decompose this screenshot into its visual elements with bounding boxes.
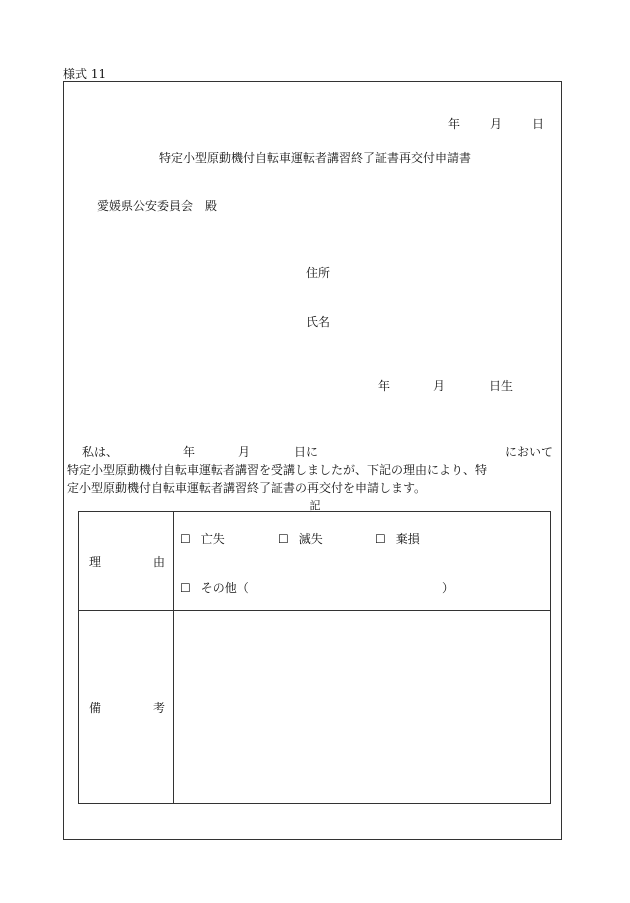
form-title: 特定小型原動機付自転車運転者講習終了証書再交付申請書 xyxy=(158,151,471,165)
remarks-header xyxy=(79,611,174,804)
checkbox-icon[interactable]: ☐ xyxy=(180,532,191,546)
statement-year-label: 年 xyxy=(183,445,196,459)
birth-day-label: 日生 xyxy=(489,379,514,393)
birth-year-label: 年 xyxy=(378,379,391,393)
statement-line-2: 特定小型原動機付自転車運転者講習を受講しましたが、下記の理由により、特 xyxy=(67,463,488,477)
reason-row xyxy=(79,512,551,611)
checkbox-icon[interactable]: ☐ xyxy=(180,581,191,595)
birth-month-label: 月 xyxy=(433,379,446,393)
statement-line-3: 定小型原動機付自転車運転者講習終了証書の再交付を申請します。 xyxy=(67,481,427,495)
name-label: 氏名 xyxy=(306,315,331,329)
remarks-label-left: 備 xyxy=(89,700,102,715)
reason-table xyxy=(78,511,551,804)
checkbox-icon[interactable]: ☐ xyxy=(278,532,289,546)
reason-header xyxy=(79,512,174,611)
checkbox-icon[interactable]: ☐ xyxy=(375,532,386,546)
form-number: 様式 11 xyxy=(63,67,107,81)
section-heading: 記 xyxy=(309,499,321,512)
reason-option-loss[interactable]: ☐ 亡失 xyxy=(180,532,225,546)
remarks-label-right: 考 xyxy=(152,700,165,715)
reason-option-damaged[interactable]: ☐ 棄損 xyxy=(375,532,420,546)
remarks-row xyxy=(79,611,551,804)
reason-options-cell xyxy=(174,512,551,611)
statement-place-suffix: において xyxy=(505,445,554,459)
address-label: 住所 xyxy=(306,266,331,280)
statement-day-label: 日に xyxy=(294,445,319,459)
reason-other-close: ） xyxy=(442,581,455,595)
statement-month-label: 月 xyxy=(238,445,251,459)
reason-option-destroyed[interactable]: ☐ 滅失 xyxy=(278,532,323,546)
date-year-label: 年 xyxy=(448,117,461,131)
statement-start: 私は、 xyxy=(82,445,119,459)
date-day-label: 日 xyxy=(532,117,545,131)
reason-option-other[interactable]: ☐ その他（ xyxy=(180,581,249,595)
addressee: 愛媛県公安委員会 殿 xyxy=(97,199,218,213)
remarks-field[interactable] xyxy=(174,611,551,804)
reason-label-left: 理 xyxy=(89,554,102,569)
date-month-label: 月 xyxy=(490,117,503,131)
reason-label-right: 由 xyxy=(152,554,165,569)
